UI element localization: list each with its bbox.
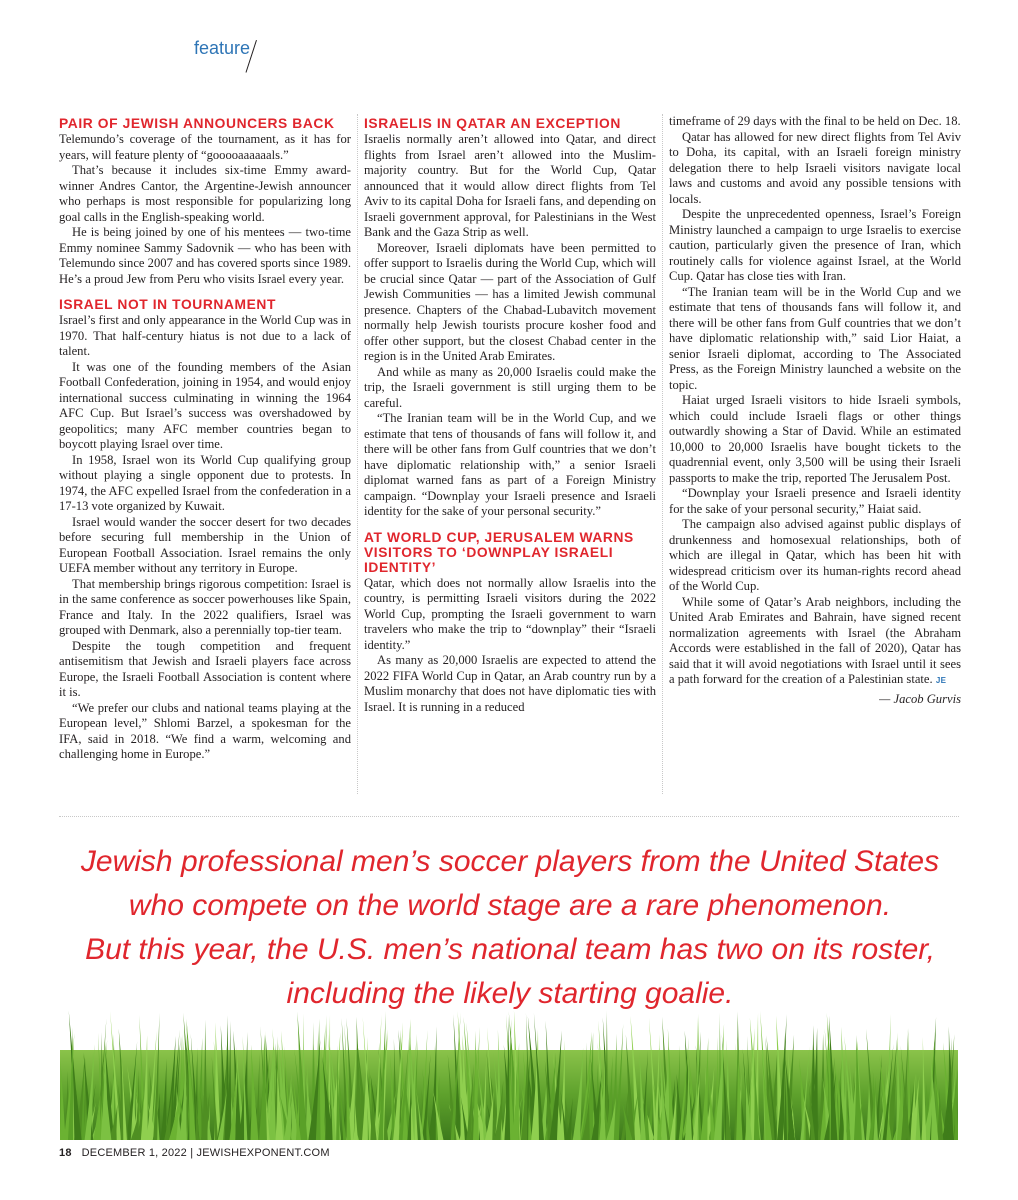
paragraph: As many as 20,000 Israelis are expected to attend the 2022 FIFA World Cup in Qatar, an Arab country run by a Muslim monarchy that does not have diplomatic ties with Israel. It is running in a reduced [364,653,656,714]
footer-info: DECEMBER 1, 2022 | JEWISHEXPONENT.COM [81,1147,330,1159]
paragraph: “The Iranian team will be in the World Cup, and we estimate that tens of thousands of fans will follow it, and there will be other fans from Gulf countries that we don’t have diplomatic relationship with,” a senior Israeli diplomat warned fans as part of a Foreign Ministry campaign. “Downplay your Israeli presence and Israeli identity for the sake of your personal security.” [364,411,656,518]
paragraph: The campaign also advised against public displays of drunkenness and homosexual relationships, both of which are illegal in Qatar, which has been hit with widespread criticism over its human-rights record ahead of the World Cup. [669,517,961,593]
paragraph: Despite the unprecedented openness, Israel’s Foreign Ministry launched a campaign to urge Israelis to exercise caution, particularly given the presence of Iran, which routinely calls for violence against Israel, at the World Cup. Qatar has close ties with Iran. [669,207,961,283]
section-tag: feature [194,38,251,58]
paragraph: He is being joined by one of his mentees — two-time Emmy nominee Sammy Sadovnik — who has been with Telemundo since 2007 and has covered sports since 1989. He’s a proud Jew from Peru who visits Israel every year. [59,225,351,286]
paragraph: Moreover, Israeli diplomats have been permitted to offer support to Israelis during the World Cup, which will be crucial since Qatar — part of the Association of Gulf Jewish Communities — has a limited Jewish communal presence. Chapters of the Chabad-Lubavitch movement normally help Jewish tourists procure kosher food and offer other support, but the closest Chabad center in the region is in the United Arab Emirates. [364,240,656,363]
end-mark: JE [935,676,947,685]
pull-quote [60,840,960,1016]
article-column-1 [59,114,351,763]
article-column-2 [364,114,656,715]
paragraph: Israelis normally aren’t allowed into Qatar, and direct flights from Israel aren’t allowed into the Muslim-majority country. But for the World Cup, Qatar announced that it would allow direct flights from Tel Aviv to its capital Doha for Israeli fans, and depending on Israeli government approval, for Palestinians in the West Bank and the Gaza Strip as well. [364,132,656,239]
paragraph: Telemundo’s coverage of the tournament, as it has for years, will feature plenty of “gooooaaaaaals.” [59,132,351,162]
paragraph: That’s because it includes six-time Emmy award-winner Andres Cantor, the Argentine-Jewish announcer who perhaps is most responsible for popularizing long goal calls in the English-speaking world. [59,163,351,224]
paragraph: Despite the tough competition and frequent antisemitism that Jewish and Israeli players face across Europe, the Israeli Football Association is content where it is. [59,638,351,699]
paragraph: Qatar has allowed for new direct flights from Tel Aviv to Doha, its capital, with an Israeli foreign ministry delegation there to help Israeli visitors navigate local laws and customs and avoid any possible tensions with locals. [669,129,961,206]
paragraph: timeframe of 29 days with the final to be held on Dec. 18. [669,114,961,128]
subhead-israelis-in-qatar: ISRAELIS IN QATAR AN EXCEPTION [364,116,621,131]
paragraph: In 1958, Israel won its World Cup qualifying group without playing a single opponent due to protests. In 1974, the AFC expelled Israel from the confederation in a 17-13 vote organized by Kuwait. [59,452,351,513]
pull-quote-line: including the likely starting goalie. [286,977,734,1010]
paragraph: Qatar, which does not normally allow Israelis into the country, is permitting Israeli visitors during the 2022 World Cup, prompting the Israeli government to warn travelers who make the trip to “downplay” their “Israeli identity.” [364,575,656,652]
page-number: 18 [59,1147,72,1159]
paragraph: “We prefer our clubs and national teams playing at the European level,” Shlomi Barzel, a spokesman for the IFA, said in 2018. “We find a warm, welcoming and challenging home in Europe.” [59,700,351,761]
page-footer [59,1147,330,1159]
paragraph-last [669,595,961,689]
subhead-announcers: PAIR OF JEWISH ANNOUNCERS BACK [59,116,335,131]
paragraph: Israel’s first and only appearance in the World Cup was in 1970. That half-century hiatus is not due to a lack of talent. [59,313,351,358]
paragraph: That membership brings rigorous competition: Israel is in the same conference as soccer powerhouses like Spain, France and Italy. In the 2022 qualifiers, Israel was grouped with Denmark, also a perennially top-tier team. [59,576,351,637]
grass-image [60,1010,958,1140]
paragraph: It was one of the founding members of the Asian Football Confederation, joining in 1954, and would enjoy international success culminating in winning the 1964 AFC Cup. But Israel’s success was overshadowed by geopolitics; many AFC member countries began to boycott playing Israel over time. [59,359,351,451]
paragraph: Israel would wander the soccer desert for two decades before securing full membership in the Union of European Football Association. Israel remains the only UEFA member without any territory in Europe. [59,514,351,575]
column-rule-1 [357,114,358,794]
pull-quote-line: Jewish professional men’s soccer players from the United States [80,845,940,878]
paragraph: “Downplay your Israeli presence and Israeli identity for the sake of your personal security,” Haiat said. [669,486,961,516]
pull-quote-line: But this year, the U.S. men’s national team has two on its roster, [85,933,935,966]
byline: — Jacob Gurvis [879,691,961,706]
column-rule-2 [662,114,663,794]
pull-quote-line: who compete on the world stage are a rare phenomenon. [128,889,892,922]
paragraph: And while as many as 20,000 Israelis could make the trip, the Israeli government is still urging them to be careful. [364,364,656,410]
paragraph-text: While some of Qatar’s Arab neighbors, including the United Arab Emirates and Bahrain, have signed recent normalization agreements with Israel (the Abraham Accords were established in the fall of 2020), Qatar has said that it will avoid negotiations with Israel until it sees a path forward for the creation of a Palestinian state. [669,594,961,686]
article-column-3 [669,114,961,707]
subhead-not-in-tournament: ISRAEL NOT IN TOURNAMENT [59,297,277,312]
subhead-jerusalem-warns: AT WORLD CUP, JERUSALEM WARNS VISITORS TO ‘DOWNPLAY ISRAELI IDENTITY’ [364,529,634,575]
paragraph: Haiat urged Israeli visitors to hide Israeli symbols, which could include Israeli flags or other things outwardly showing a Star of David. While an estimated 10,000 to 20,000 Israelis have bought tickets to the quadrennial event, only 3,500 will be using their Israeli passports to make the trip, reported The Jerusalem Post. [669,393,961,485]
section-divider [59,816,959,817]
paragraph: “The Iranian team will be in the World Cup and we estimate that tens of thousands fans will follow it, and there will be other fans from Gulf countries that we don’t have diplomatic relationship with,” said Lior Haiat, a senior Israeli diplomat, according to The Associated Press, as the Foreign Ministry launched a website on the topic. [669,284,961,392]
